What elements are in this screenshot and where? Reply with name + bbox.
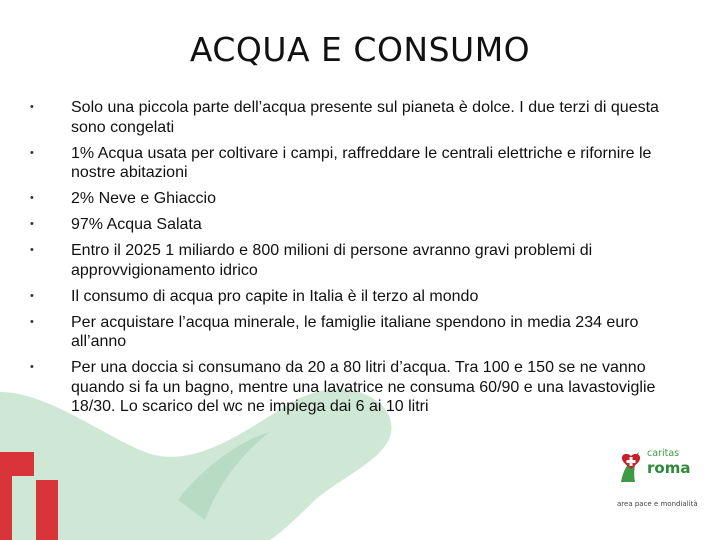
bullet-marker: •	[30, 101, 34, 113]
bullet-marker: •	[30, 361, 34, 373]
bullet-marker: •	[30, 146, 34, 159]
bullet-text: Il consumo di acqua pro capite in Italia è il terzo al mondo	[71, 287, 479, 305]
list-item	[30, 98, 680, 137]
list-item	[30, 215, 680, 235]
list-item	[30, 241, 680, 280]
logo-tagline: area pace e mondialità	[617, 500, 698, 508]
list-item	[30, 313, 680, 352]
bullet-marker: •	[30, 218, 34, 230]
bullet-text: 97% Acqua Salata	[71, 216, 202, 233]
bullet-list	[30, 98, 680, 423]
bullet-marker: •	[30, 244, 34, 256]
bullet-text: 1% Acqua usata per coltivare i campi, raffreddare le centrali elettriche e rifornire le nostre abitazioni	[71, 144, 652, 181]
bullet-text: 2% Neve e Ghiaccio	[71, 190, 216, 207]
caritas-roma-logo	[617, 448, 697, 512]
bullet-text: Entro il 2025 1 miliardo e 800 milioni di persone avranno gravi problemi di approvvigionamento idrico	[71, 242, 593, 279]
bullet-marker: •	[30, 289, 34, 302]
dove-heart-icon	[617, 448, 645, 484]
bullet-marker: •	[30, 315, 34, 328]
bullet-text: Per una doccia si consumano da 20 a 80 litri d’acqua. Tra 100 e 150 se ne vanno quando si fa un bagno, mentre una lavatrice ne consuma 60/90 e una lavastoviglie 18/30. Lo scarico del wc ne impiega dai 6 ai 10 litri	[71, 359, 656, 415]
list-item	[30, 189, 680, 209]
logo-caritas-text: caritas	[647, 448, 680, 459]
bullet-marker: •	[30, 192, 34, 204]
bullet-text: Solo una piccola parte dell’acqua presente sul pianeta è dolce. I due terzi di questa sono congelati	[71, 99, 659, 136]
logo-roma-text: roma	[647, 459, 691, 477]
slide-title: ACQUA E CONSUMO	[189, 30, 531, 69]
list-item	[30, 144, 680, 183]
bullet-text: Per acquistare l’acqua minerale, le famiglie italiane spendono in media 234 euro all’anno	[71, 313, 639, 350]
list-item	[30, 358, 680, 417]
list-item	[30, 287, 680, 307]
